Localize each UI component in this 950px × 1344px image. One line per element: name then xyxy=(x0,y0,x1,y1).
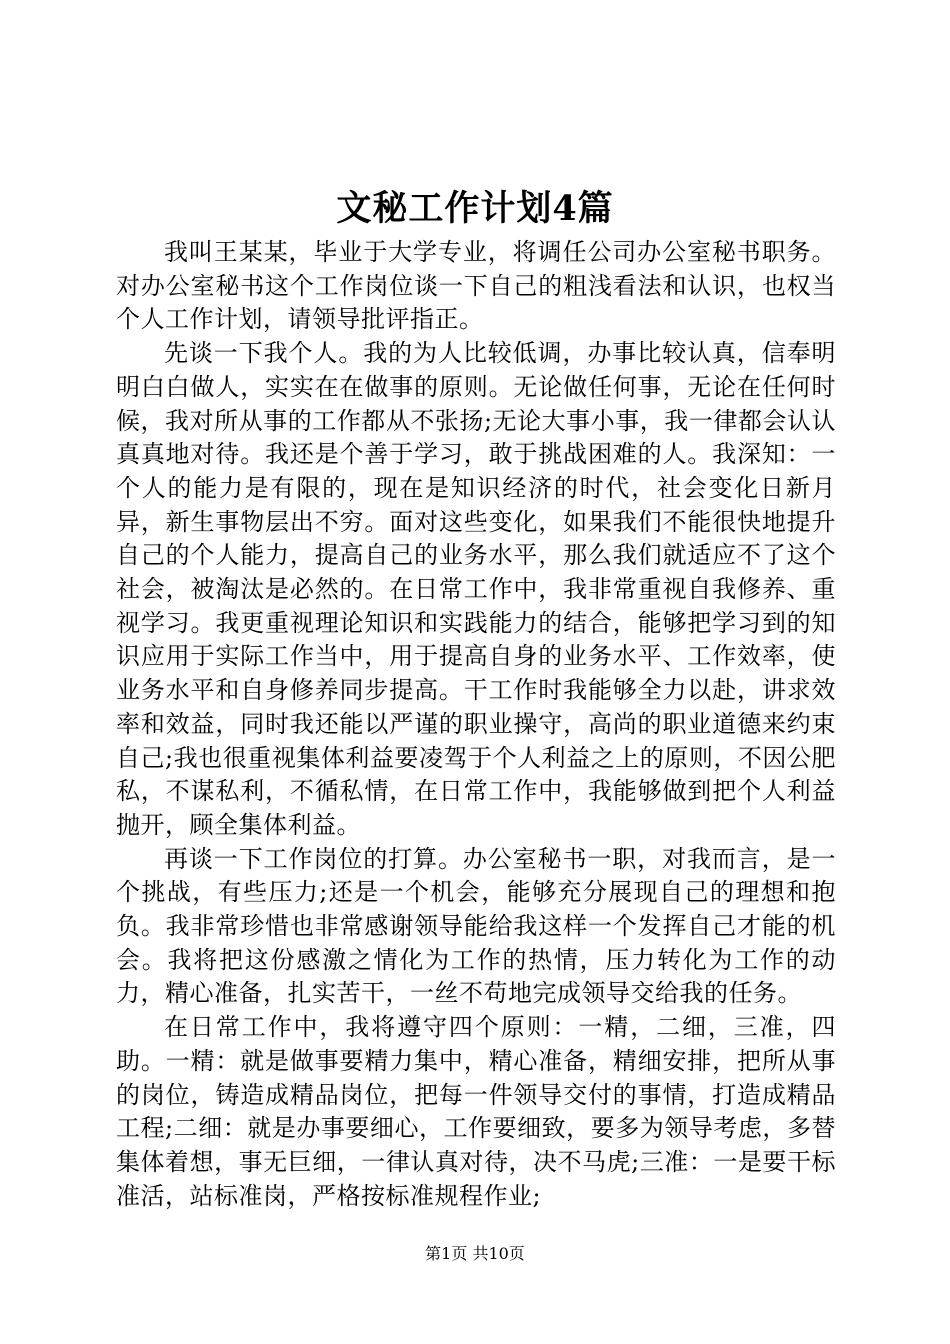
paragraph-intro: 我叫王某某，毕业于大学专业，将调任公司办公室秘书职务。对办公室秘书这个工作岗位谈一下自己的粗浅看法和认识，也权当个人工作计划，请领导批评指正。 xyxy=(116,238,836,334)
paragraph-principles: 在日常工作中，我将遵守四个原则：一精，二细，三准，四助。一精：就是做事要精力集中，精心准备，精细安排，把所从事的岗位，铸造成精品岗位，把每一件领导交付的事情，打造成精品工程;二细：就是办事要细心，工作要细致，要多为领导考虑，多替集体着想，事无巨细，一律认真对待，决不马虎;三准：一是要干标准活，站标准岗，严格按标准规程作业; xyxy=(116,1013,836,1210)
paragraph-personal: 先谈一下我个人。我的为人比较低调，办事比较认真，信奉明明白白做人，实实在在做事的原则。无论做任何事，无论在任何时候，我对所从事的工作都从不张扬;无论大事小事，我一律都会认认真真地对待。我还是个善于学习，敢于挑战困难的人。我深知：一个人的能力是有限的，现在是知识经济的时代，社会变化日新月异，新生事物层出不穷。面对这些变化，如果我们不能很快地提升自己的个人能力，提高自己的业务水平，那么我们就适应不了这个社会，被淘汰是必然的。在日常工作中，我非常重视自我修养、重视学习。我更重视理论知识和实践能力的结合，能够把学习到的知识应用于实际工作当中，用于提高自身的业务水平、工作效率，使业务水平和自身修养同步提高。干工作时我能够全力以赴，讲求效率和效益，同时我还能以严谨的职业操守，高尚的职业道德来约束自己;我也很重视集体利益要凌驾于个人利益之上的原则，不因公肥私，不谋私利，不循私情，在日常工作中，我能够做到把个人利益抛开，顾全集体利益。 xyxy=(116,339,836,839)
page-footer: 第1页 共10页 xyxy=(425,1244,525,1263)
document-body xyxy=(116,236,836,1213)
document-title: 文秘工作计划4篇 xyxy=(336,188,614,229)
paragraph-position-plan: 再谈一下工作岗位的打算。办公室秘书一职，对我而言，是一个挑战，有些压力;还是一个机会，能够充分展现自己的理想和抱负。我非常珍惜也非常感谢领导能给我这样一个发挥自己才能的机会。我将把这份感激之情化为工作的热情，压力转化为工作的动力，精心准备，扎实苦干，一丝不苟地完成领导交给我的任务。 xyxy=(116,844,836,1008)
